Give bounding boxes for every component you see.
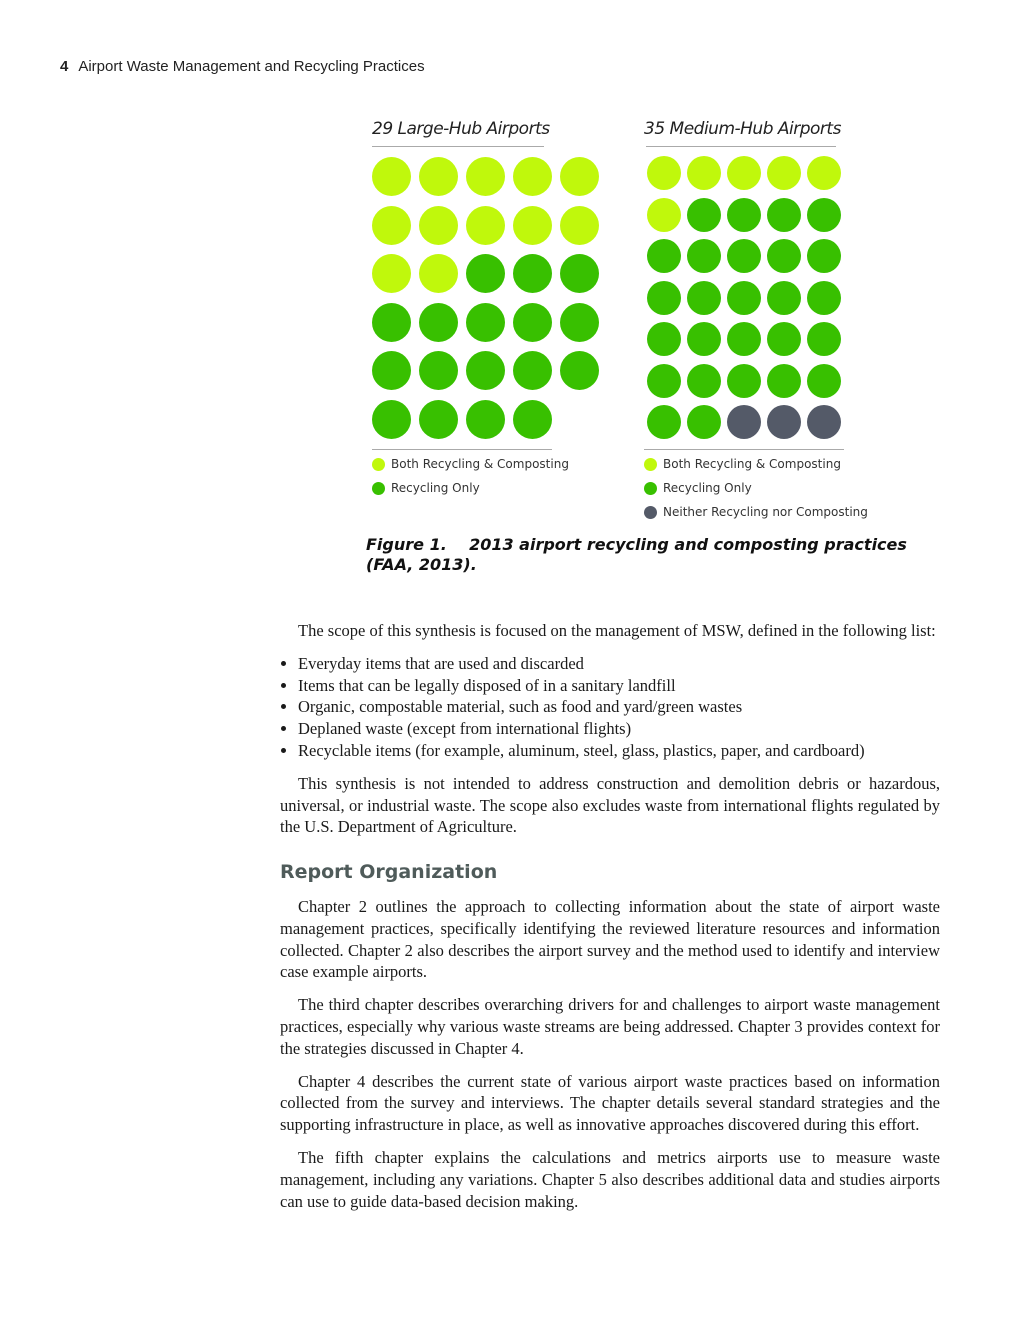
airport-circle-both xyxy=(419,206,458,245)
airport-circle-both xyxy=(372,157,411,196)
airport-circle-recycling xyxy=(419,303,458,342)
list-item: • Deplaned waste (except from international flights) xyxy=(298,718,940,740)
airport-circle-recycling xyxy=(419,400,458,439)
legend-swatch-both xyxy=(372,458,385,471)
airport-circle-recycling xyxy=(807,364,841,398)
paragraph: The fifth chapter explains the calculations and metrics airports use to measure waste management, including any variations. Chapter 5 also describes additional data and studies airports can use to guide data-based decision making. xyxy=(280,1147,940,1211)
paragraph: This synthesis is not intended to address construction and demolition debris or hazardous, universal, or industrial waste. The scope also excludes waste from international flights regulated by the U.S. Department of Agriculture. xyxy=(280,773,940,837)
airport-circle-recycling xyxy=(466,400,505,439)
airport-circle-both xyxy=(419,157,458,196)
airport-circle-both xyxy=(727,156,761,190)
airport-circle-both xyxy=(807,156,841,190)
airport-circle-recycling xyxy=(727,198,761,232)
legend-swatch-neither xyxy=(644,506,657,519)
airport-circle-recycling xyxy=(727,281,761,315)
airport-circle-recycling xyxy=(687,405,721,439)
airport-circle-both xyxy=(466,206,505,245)
airport-circle-recycling xyxy=(727,239,761,273)
divider xyxy=(644,449,844,450)
running-title: Airport Waste Management and Recycling Practices xyxy=(78,58,425,75)
airport-circle-both xyxy=(647,198,681,232)
airport-circle-both xyxy=(419,254,458,293)
airport-circle-both xyxy=(687,156,721,190)
airport-circle-recycling xyxy=(647,405,681,439)
legend-item-neither: Neither Recycling nor Composting xyxy=(644,505,868,519)
airport-circle-recycling xyxy=(647,364,681,398)
legend-swatch-recycling xyxy=(372,482,385,495)
list-item: • Organic, compostable material, such as food and yard/green wastes xyxy=(298,696,940,718)
section-heading: Report Organization xyxy=(280,861,498,884)
airport-circle-recycling xyxy=(647,322,681,356)
legend-swatch-recycling xyxy=(644,482,657,495)
airport-circle-recycling xyxy=(727,364,761,398)
airport-circle-recycling xyxy=(807,281,841,315)
airport-circle-recycling xyxy=(513,400,552,439)
page-number: 4 xyxy=(60,58,69,75)
list-item: • Items that can be legally disposed of in a sanitary landfill xyxy=(298,675,940,697)
airport-circle-both xyxy=(513,206,552,245)
airport-circle-recycling xyxy=(687,322,721,356)
airport-circle-recycling xyxy=(687,239,721,273)
airport-circle-recycling xyxy=(687,364,721,398)
airport-circle-neither xyxy=(807,405,841,439)
airport-circle-recycling xyxy=(513,351,552,390)
airport-circle-both xyxy=(767,156,801,190)
paragraph: The third chapter describes overarching drivers for and challenges to airport waste management practices, especially why various waste streams are being addressed. Chapter 3 provides context for the strategies discussed in Chapter 4. xyxy=(280,995,940,1058)
airport-circle-recycling xyxy=(767,198,801,232)
airport-circle-recycling xyxy=(513,303,552,342)
airport-circle-recycling xyxy=(767,239,801,273)
list-item: • Recyclable items (for example, aluminum, steel, glass, plastics, paper, and cardboard) xyxy=(298,740,940,762)
airport-circle-recycling xyxy=(687,198,721,232)
airport-circle-recycling xyxy=(466,254,505,293)
airport-circle-recycling xyxy=(372,351,411,390)
airport-circle-both xyxy=(560,206,599,245)
large-hub-title: 29 Large-Hub Airports xyxy=(372,119,550,139)
airport-circle-both xyxy=(466,157,505,196)
airport-circle-recycling xyxy=(560,254,599,293)
airport-circle-recycling xyxy=(807,239,841,273)
bullet-list xyxy=(280,653,940,762)
body-text xyxy=(280,620,940,1223)
figure-caption: Figure 1. 2013 airport recycling and composting practices (FAA, 2013). xyxy=(366,535,907,574)
airport-circle-recycling xyxy=(647,239,681,273)
medium-hub-title: 35 Medium-Hub Airports xyxy=(644,119,841,139)
paragraph: Chapter 4 describes the current state of various airport waste practices based on information collected from the survey and interviews. The chapter details several standard strategies and the supporting infrastructure in place, as well as innovative approaches discovered during this effort. xyxy=(280,1071,940,1135)
airport-circle-recycling xyxy=(767,322,801,356)
airport-circle-recycling xyxy=(560,351,599,390)
airport-circle-recycling xyxy=(466,351,505,390)
paragraph: Chapter 2 outlines the approach to collecting information about the state of airport waste management practices, specifically identifying the reviewed literature resources and information collected. Chapter 2 also describes the airport survey and the method used to identify and interview case example airports. xyxy=(280,896,940,982)
airport-circle-recycling xyxy=(807,322,841,356)
airport-circle-neither xyxy=(727,405,761,439)
airport-circle-both xyxy=(513,157,552,196)
airport-circle-recycling xyxy=(372,303,411,342)
airport-circle-both xyxy=(372,254,411,293)
airport-circle-recycling xyxy=(466,303,505,342)
paragraph: The scope of this synthesis is focused on the management of MSW, defined in the following list: xyxy=(298,621,936,640)
list-item: • Everyday items that are used and discarded xyxy=(298,653,940,675)
airport-circle-both xyxy=(560,157,599,196)
legend-item-recycling: Recycling Only xyxy=(644,481,752,495)
airport-circle-recycling xyxy=(767,364,801,398)
airport-circle-recycling xyxy=(687,281,721,315)
airport-circle-recycling xyxy=(560,303,599,342)
airport-circle-recycling xyxy=(419,351,458,390)
airport-circle-recycling xyxy=(807,198,841,232)
airport-circle-recycling xyxy=(647,281,681,315)
divider xyxy=(372,146,544,147)
divider xyxy=(646,146,836,147)
airport-circle-recycling xyxy=(767,281,801,315)
divider xyxy=(372,449,552,450)
legend-item-recycling: Recycling Only xyxy=(372,481,480,495)
airport-circle-both xyxy=(372,206,411,245)
legend-swatch-both xyxy=(644,458,657,471)
airport-circle-recycling xyxy=(372,400,411,439)
legend-item-both: Both Recycling & Composting xyxy=(644,457,841,471)
airport-circle-both xyxy=(647,156,681,190)
airport-circle-recycling xyxy=(513,254,552,293)
airport-circle-neither xyxy=(767,405,801,439)
running-header xyxy=(60,58,425,75)
airport-circle-recycling xyxy=(727,322,761,356)
legend-item-both: Both Recycling & Composting xyxy=(372,457,569,471)
